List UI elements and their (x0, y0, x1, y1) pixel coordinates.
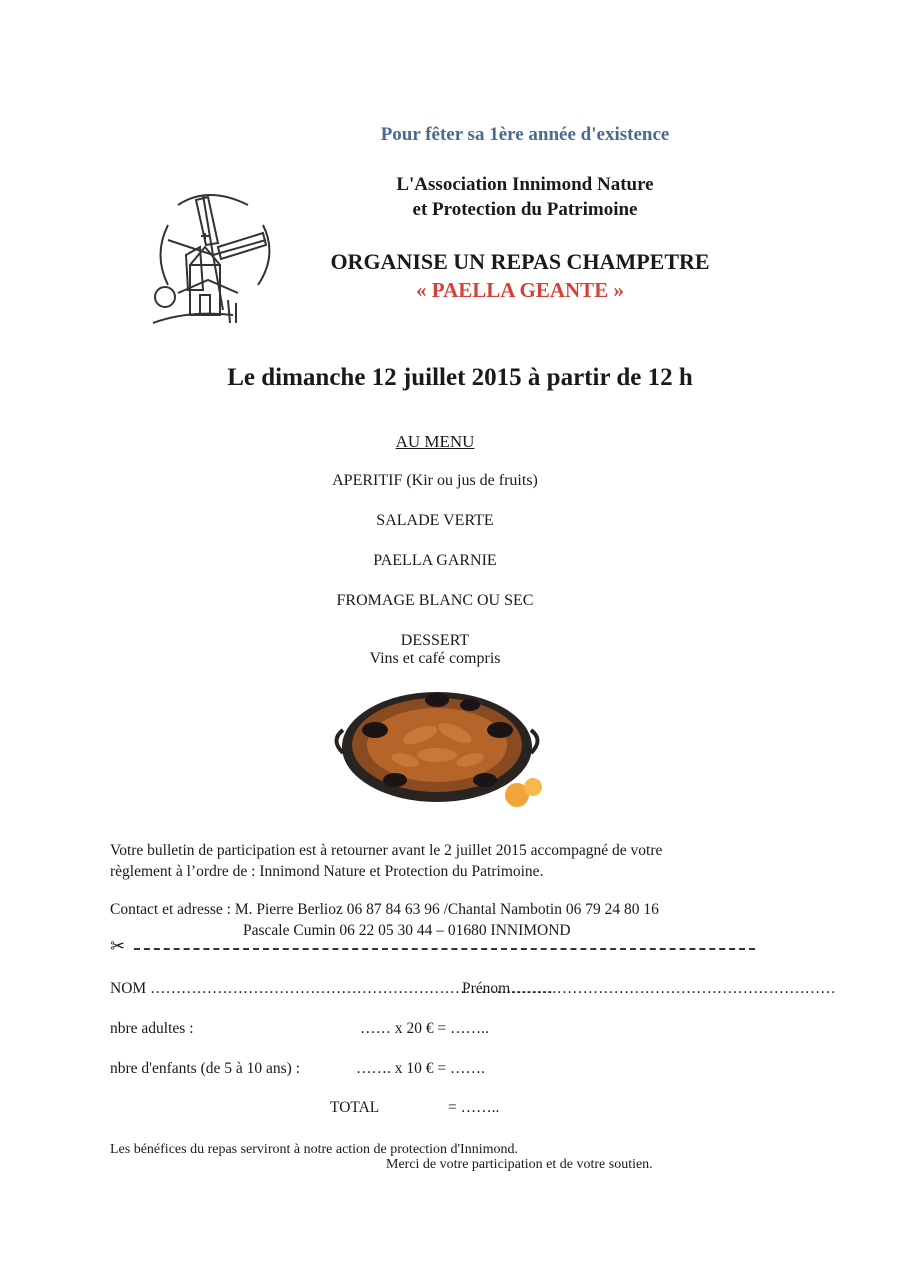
event-date: Le dimanche 12 juillet 2015 à partir de 12 h (227, 364, 693, 391)
association-line-1: L'Association Innimond Nature (396, 174, 654, 195)
benefit-note: Les bénéfices du repas serviront à notre action de protection d'Innimond. (110, 1142, 518, 1157)
form-adultes-label: nbre adultes : (110, 1020, 194, 1037)
form-enfants-label: nbre d'enfants (de 5 à 10 ans) : (110, 1060, 301, 1077)
menu-item-dessert: DESSERT (400, 632, 470, 649)
menu-list (235, 470, 635, 668)
contact-line-2: Pascale Cumin 06 22 05 30 44 – 01680 INNIMOND (243, 922, 571, 939)
form-nom-field: NOM …………………………………………………………………… (110, 980, 554, 997)
menu-item-salade: SALADE VERTE (376, 512, 494, 529)
scissors-icon: ✂ (110, 936, 126, 956)
form-total-value: = …….. (448, 1099, 500, 1116)
windmill-church-logo-icon (148, 185, 278, 330)
menu-note: Vins et café compris (369, 650, 501, 667)
contact-line-1: Contact et adresse : M. Pierre Berlioz 06 87 84 63 96 /Chantal Nambotin 06 79 24 80 16 (110, 901, 659, 918)
dashed-divider (134, 948, 755, 950)
association-name (300, 172, 750, 222)
menu-item-aperitif: APERITIF (Kir ou jus de fruits) (332, 472, 538, 489)
registration-note (110, 840, 770, 882)
form-total-label: TOTAL (330, 1099, 380, 1116)
form-enfants-calc: ……. x 10 € = ……. (356, 1060, 485, 1077)
registration-line-2: règlement à l’ordre de : Innimond Nature et Protection du Patrimoine. (110, 863, 544, 880)
menu-item-fromage: FROMAGE BLANC OU SEC (336, 592, 534, 609)
thanks-note: Merci de votre participation et de votre soutien. (386, 1157, 653, 1172)
paella-pan-image-icon (325, 675, 550, 815)
menu-title: AU MENU (395, 432, 475, 451)
association-line-2: et Protection du Patrimoine (412, 199, 638, 220)
registration-line-1: Votre bulletin de participation est à retourner avant le 2 juillet 2015 accompagné de votre (110, 842, 663, 859)
form-adultes-calc: …… x 20 € = …….. (360, 1020, 489, 1037)
event-subtitle: Pour fêter sa 1ère année d'existence (380, 124, 670, 145)
menu-item-paella: PAELLA GARNIE (373, 552, 497, 569)
form-prenom-field: Prénom……………………………………………………… (462, 980, 836, 997)
event-name: « PAELLA GEANTE » (416, 278, 624, 302)
cut-line (110, 936, 755, 958)
organise-line: ORGANISE UN REPAS CHAMPETRE (330, 249, 710, 274)
contact-info (110, 899, 770, 941)
event-heading (270, 248, 770, 304)
